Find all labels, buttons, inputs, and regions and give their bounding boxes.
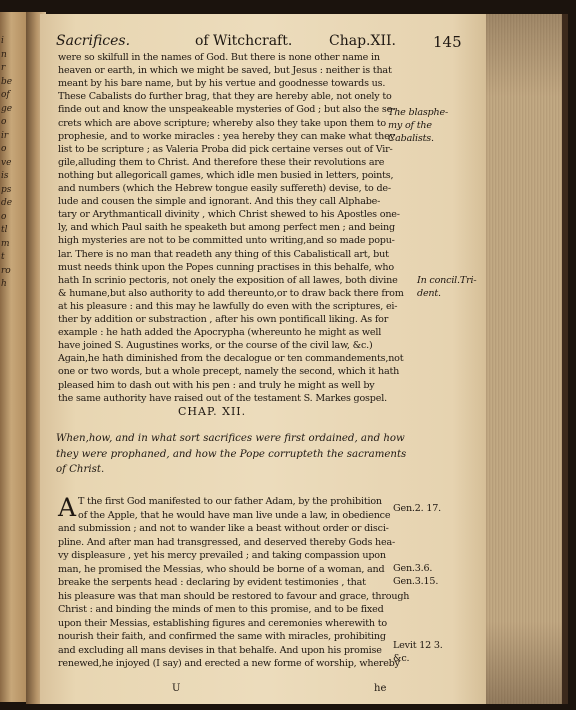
body-line: vy displeasure , yet his mercy prevailed ; and taking compassion upon [58, 550, 386, 561]
body-line: example : he hath added the Apocrypha (whereunto he might as well [58, 327, 382, 339]
header-left: Sacrifices. [56, 33, 131, 49]
left-page-fragment: o [1, 211, 7, 222]
left-page-fragment: h [1, 279, 7, 289]
chapter-title-line: When,how, and in what sort sacrifices were first ordained, and how [56, 433, 405, 444]
body-line: upon their Messias, establishing figures and ceremonies wherewith to [58, 617, 387, 629]
body-line: at his pleasure : and this may he lawfully do even with the scriptures, ei- [58, 300, 398, 312]
page-number: 145 [433, 33, 462, 51]
body-line: hath In scrinio pectoris, not onely the exposition of all lawes, both divine [58, 274, 398, 286]
margin-reference: Gen.2. 17. [393, 503, 442, 514]
body-line: meant by his bare name, but by his vertue and goodnesse towards us. [58, 78, 386, 90]
body-line: one or two words, but a whole precept, namely the second, which it hath [58, 366, 400, 378]
body-line: his pleasure was that man should be restored to favour and grace, through [58, 590, 410, 602]
left-page-fragment: o [1, 144, 7, 154]
body-line: renewed,he injoyed (I say) and erected a new forme of worship, whereby [58, 658, 400, 669]
body-line: breake the serpents head : declaring by evident testimonies , that [58, 577, 366, 588]
body-line: crets which are above scripture; whereby also they take upon them to [58, 117, 387, 129]
body-line: heaven or earth, in which we might be saved, but Jesus : neither is that [58, 65, 392, 77]
body-line: pline. And after man had transgressed, and deserved thereby Gods hea- [58, 536, 396, 548]
chapter-title-line: of Christ. [56, 464, 105, 475]
body-line: have joined S. Augustines works, or the course of the civil law, &c.) [58, 340, 373, 352]
body-line: Christ : and binding the minds of men to this promise, and to be fixed [58, 604, 384, 615]
body-line: high mysteries are not to be committed unto writing,and so made popu- [58, 235, 395, 247]
margin-note: my of the [388, 120, 432, 131]
body-line: of the Apple, that he would have man live unde a law, in obedience [78, 509, 391, 521]
left-page-fragment: de [1, 198, 13, 208]
left-page-fragment: ve [1, 157, 12, 168]
body-line: must needs think upon the Popes cunning practises in this behalfe, who [58, 261, 394, 273]
margin-note: In concil.Tri- [417, 275, 477, 286]
body-line: nourish their faith, and confirmed the same with miracles, prohibiting [58, 631, 386, 642]
body-line: and submission ; and not to wander like a beast without order or disci- [58, 523, 389, 534]
margin-reference: Gen.3.15. [393, 576, 439, 587]
margin-note: dent. [417, 288, 441, 299]
body-line: the same authority have raised out of the testament S. Markes gospel. [58, 392, 387, 404]
body-line: man, he promised the Messias, who should be borne of a woman, and [58, 563, 385, 575]
header-chapter: Chap.XII. [329, 33, 396, 49]
left-page-fragment: tl [1, 225, 8, 235]
chapter-heading: CHAP. XII. [178, 405, 247, 418]
body-line: finde out and know the unspeakeable mysteries of God ; but also the se- [58, 104, 396, 116]
drop-cap: A [58, 493, 77, 522]
margin-note: The blasphe- [388, 107, 448, 118]
body-line: lar. There is no man that readeth any thing of this Cabalisticall art, but [58, 248, 389, 260]
body-line: tary or Arythmanticall divinity , which Christ shewed to his Apostles one- [58, 209, 400, 221]
signature-mark: U [172, 683, 181, 694]
left-page-fragment: r [1, 63, 6, 73]
left-page-fragment: t [1, 252, 5, 262]
body-line: lude and cousen the simple and ignorant. And this they call Alphabe- [58, 196, 381, 208]
margin-reference: Gen.3.6. [393, 563, 433, 574]
header-center: of Witchcraft. [195, 33, 293, 49]
body-line: T the first God manifested to our father Adam, by the prohibition [78, 496, 382, 507]
left-page-fragment: n [1, 49, 7, 60]
body-line: and numbers (which the Hebrew tongue easily suffereth) devise, to de- [58, 183, 391, 194]
left-page-fragment: ge [1, 103, 13, 114]
left-page-fragment: ps [1, 184, 12, 195]
page-edges [486, 14, 568, 704]
left-page-fragment: ir [1, 130, 9, 141]
body-line: nothing but allegoricall games, which idle men busied in letters, points, [58, 169, 394, 181]
body-line: & humane,but also authority to add thereunto,or to draw back there from [58, 287, 404, 299]
body-line: gile,alluding them to Christ. And therefore these their revolutions are [58, 156, 385, 168]
left-page-fragment: o [1, 117, 7, 127]
margin-reference: &c. [393, 653, 410, 664]
left-page-fragment: ro [1, 265, 11, 276]
left-page-fragment: of [1, 90, 10, 100]
margin-reference: Levit 12 3. [393, 640, 443, 651]
body-line: ther by addition or substraction , after his own pontificall liking. As for [58, 314, 389, 325]
body-line: ly, and which Paul saith he speaketh but among perfect men ; and being [58, 222, 395, 234]
body-line: and excluding all mans devises in that behalfe. And upon his promise [58, 644, 382, 656]
chapter-title-line: they were prophaned, and how the Pope corrupteth the sacraments [56, 448, 407, 460]
body-line: Again,he hath diminished from the decalogue or ten commandements,not [58, 353, 404, 365]
left-page-fragment: be [1, 76, 13, 87]
left-page-fragment: is [1, 171, 9, 181]
left-page-fragment: m [1, 238, 10, 249]
left-page-edge [0, 12, 28, 702]
catchword: he [374, 683, 387, 694]
left-page-fragment: i [1, 36, 4, 46]
margin-note: Cabalists. [388, 133, 434, 144]
body-line: prophesie, and to worke miracles : yea hereby they can make what they [58, 130, 395, 142]
body-line: list to be scripture ; as Valeria Proba did pick certaine verses out of Vir- [58, 143, 393, 155]
body-line: pleased him to dash out with his pen : and truly he might as well by [58, 379, 375, 391]
body-line: were so skilfull in the names of God. But there is none other name in [58, 52, 380, 63]
body-line: These Cabalists do further brag, that they are hereby able, not onely to [58, 91, 392, 103]
